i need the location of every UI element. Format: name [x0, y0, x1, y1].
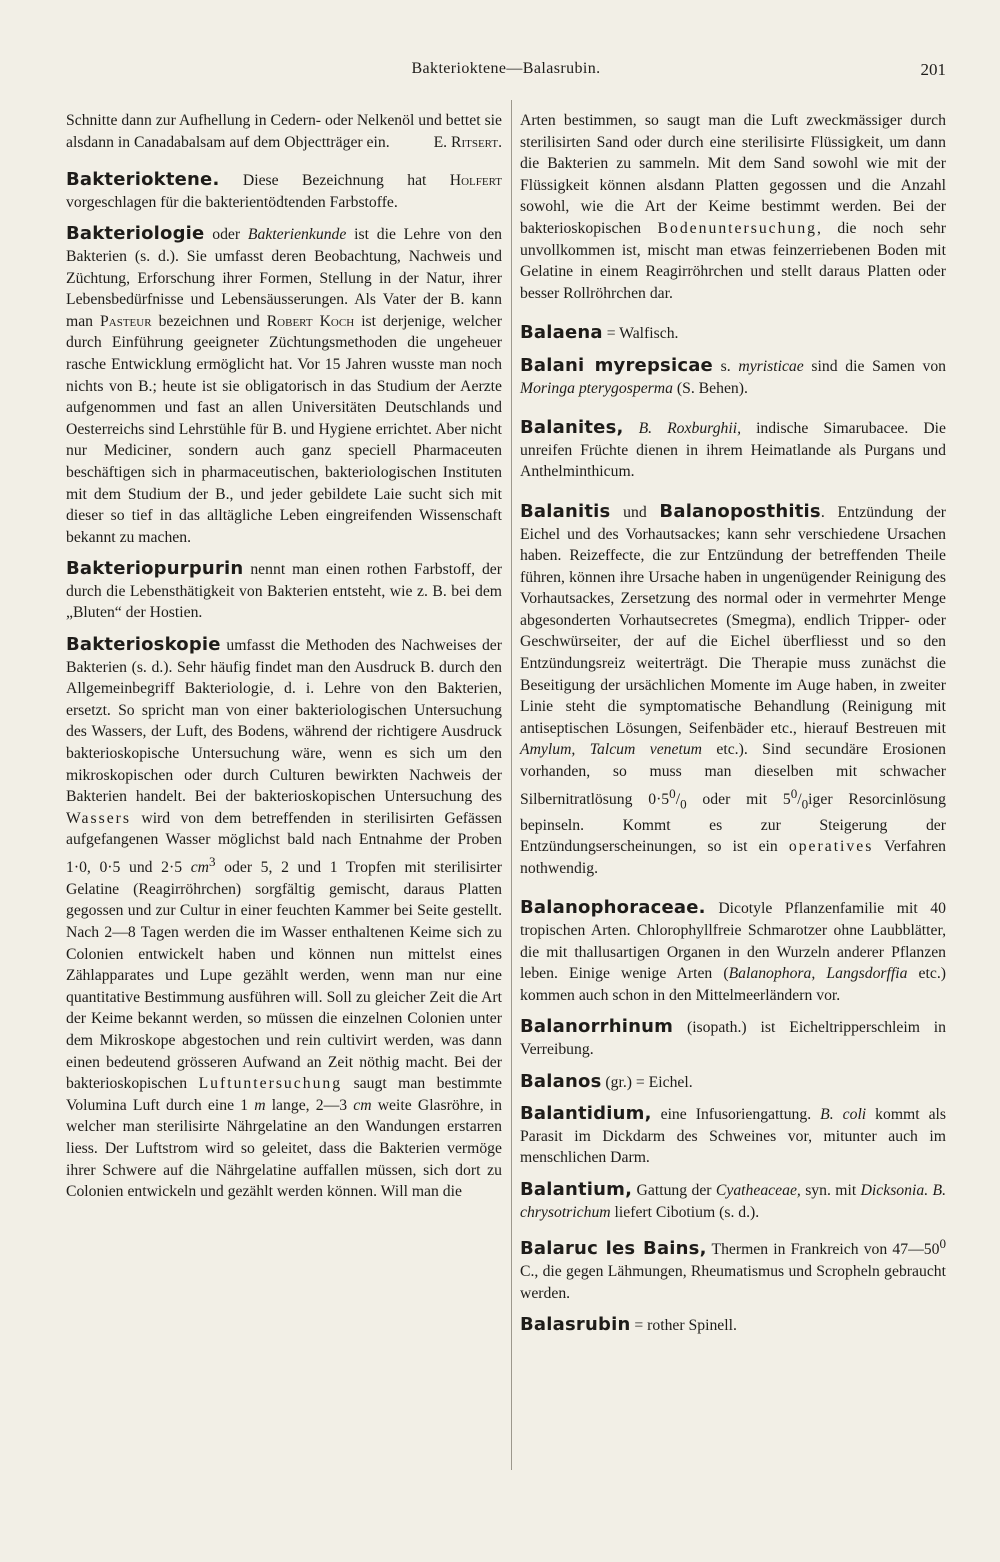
entry-text: syn. mit [800, 1181, 861, 1199]
entry-text: lange, 2—3 [265, 1096, 354, 1114]
entry-text: oder mit 5 [686, 790, 791, 808]
entry-headword: Balantium, [520, 1178, 633, 1200]
entry-text: liefert Cibotium (s. d.). [610, 1203, 760, 1221]
entry-text: oder 5, 2 und 1 Tropfen mit sterilisirter Gelatine (Reagirröhrchen) sorgfältig gemischt, daraus Platten gegossen und zur Cultur in einer feuchten Kammer bei Seite gestellt. Nach 2—8 Tagen werden die im Wasser enthaltenen Keime sich zu Colonien entwickelt haben und können nun mittelst eines Zählapparates und Lupe gezählt werden, wenn man nur eine quantitative Bestimmung ausführen will. Soll zu gleicher Zeit die Art der Keime bekannt werden, so müssen die einzelnen Colonien unter dem Mikroskope abgestochen und rein cultivirt werden, was dann einen bedeutend grösseren Aufwand an Zeit nöthig macht. Bei der bakterioskopischen [66, 859, 502, 1093]
entry-text: Thermen in Frankreich von 47—50 [706, 1241, 940, 1259]
entry-headword: Balanitis [520, 500, 611, 522]
running-title: Bakterioktene—Balasrubin. [411, 60, 601, 77]
entry-subscript: 0 [801, 796, 809, 811]
entry-headword: Balaruc les Bains, [520, 1238, 707, 1260]
page-header [66, 60, 946, 86]
entry-text: umfasst die Methoden des Nachweises der Bakterien (s. d.). Sehr häufig findet man den Ausdruck B. durch den Allgemeinbegriff Bakteriologie, d. i. Lehre von den Bakterien, ersetzt. So spricht man von einer bakteriologischen Untersuchung des Wassers, der Luft, des Bodens, während der richtigere Ausdruck bakterioskopische Untersuchung wäre, wenn es sich um den mikroskopischen oder durch Culturen bewirkten Nachweis der Bakterien handelt. Bei der bakterioskopischen Untersuchung des [66, 637, 502, 806]
entry-bakterioskopie [66, 634, 502, 1203]
entry-continuation [520, 110, 946, 304]
entry-headword: Bakteriopurpurin [66, 558, 244, 580]
entry-balanites [520, 417, 946, 483]
entry-spaced: Bodenuntersuchung [657, 219, 818, 237]
entry-text: und [610, 503, 660, 521]
entry-person: Pasteur [100, 312, 152, 330]
entry-author: E. Ritsert. [433, 133, 502, 151]
entry-text: , die noch sehr unvollkommen ist, mischt man etwas feinzerriebenen Boden mit Gelatine in einem Reagirröhrchen und stellt daraus Platten oder besser Rollröhrchen dar. [520, 219, 946, 302]
right-column [520, 110, 946, 1343]
entry-text: (isopath.) ist Eicheltripperschleim in Verreibung. [520, 1019, 946, 1058]
entry-text: . Entzündung der Eichel und des Vorhautsackes; kann sehr verschiedene Ursachen haben. Reizeffecte, die zur Entzündung der betreffenden Theile führen, können ihre Ursache haben in ungenügender Reinigung des Vorhautsackes, Zersetzung des normal oder in vermehrter Menge abgesonderten Vorhautsecretes (Smegma), endlich Tripper- oder Geschwürseiter, der auf die Eichel überfliesst und so den Entzündungsreiz weiterträgt. Die Therapie muss zunächst die Beseitigung der ursächlichen Momente im Auge haben, in zweiter Linie steht die symptomatische Behandlung (Reinigung mit antiseptischen Lösungen, Seifenbäder etc., hierauf Bestreuen mit [520, 503, 947, 737]
entry-text: Verfahren nothwendig. [520, 838, 947, 877]
entry-headword: Balanorrhinum [520, 1016, 674, 1038]
entry-person: Robert Koch [266, 312, 355, 330]
entry-subscript: 0 [680, 796, 687, 811]
entry-headword: Bakteriologie [66, 223, 205, 245]
entry-text: / [675, 790, 681, 808]
entry-spaced: operatives [788, 838, 874, 856]
entry-text: wird von dem betreffenden in sterilisirten Gefässen aufgefangenen Wasser möglichst bald nach Entnahme der Proben 1·0, 0·5 und 2·5 [66, 809, 502, 877]
entry-superscript: 0 [939, 1236, 946, 1252]
entry-text: Diese Bezeichnung hat [219, 172, 450, 190]
entry-balasrubin [520, 1314, 946, 1337]
left-column [66, 110, 502, 1209]
entry-italic: B. coli [820, 1106, 867, 1124]
entry-balanophoraceae [520, 897, 946, 1006]
entry-text: bezeichnen und [151, 312, 267, 330]
entry-balaruc-les-bains [520, 1233, 946, 1304]
entry-text: / [797, 790, 802, 808]
entry-headword: Balanoposthitis [659, 500, 821, 522]
entry-text: ist die Lehre von den Bakterien (s. d.). Sie umfasst deren Beobachtung, Nachweis und Züchtung, Erforschung ihrer Formen, Stellung in der Natur, ihrer Lebensbedürfnisse und Lebensäusserungen. Als Vater der B. kann man [66, 226, 502, 330]
entry-text: (S. Behen). [672, 379, 748, 397]
entry-italic: cm [190, 859, 209, 877]
entry-text: vorgeschlagen für die bakterientödtenden Farbstoffe. [66, 193, 398, 211]
entry-italic: B. Roxburghii, [638, 420, 742, 438]
entry-italic: myristicae [738, 357, 804, 375]
entry-text: weite Glasröhre, in welcher man sterilisirte Nährgelatine an den Wandungen erstarren liess. Der Luftstrom wird so geleitet, dass die Bakterien vermöge ihrer Schwere auf die Nährgelatine auffallen müssen, sich dort zu Colonien entwickeln und gezählt werden können. Will man die [66, 1096, 502, 1201]
entry-text: C., die gegen Lähmungen, Rheumatismus und Scropheln gebraucht werden. [520, 1262, 946, 1302]
entry-text: etc.) kommen auch schon in den Mittelmeerländern vor. [520, 965, 946, 1004]
entry-text: nennt man einen rothen Farbstoff, der durch die Lebensthätigkeit von Bakterien entsteht, wie z. B. bei dem „Bluten“ der Hostien. [66, 561, 502, 622]
column-divider [511, 100, 512, 1470]
entry-text: iger Resorcinlösung bepinseln. Kommt es zur Steigerung der Entzündungserscheinungen, so ist ein [520, 790, 946, 856]
entry-headword: Balantidium, [520, 1103, 652, 1125]
entry-text: s. [712, 357, 739, 375]
entry-text: = rother Spinell. [630, 1317, 737, 1335]
entry-text: etc.). Sind secundäre Erosionen vorhanden, so muss man dieselben mit schwacher Silbernitratlösung 0·5 [520, 741, 946, 808]
entry-italic: Balanophora, Langsdorffia [728, 965, 908, 983]
entry-text: Arten bestimmen, so saugt man die Luft zweckmässiger durch sterilisirten Sand oder durch eine sterilisirte Flüssigkeit, um dann die Bakterien zu sammeln. Mit dem Sand sowohl wie mit der Flüssigkeit können alsdann Platten gegossen und die Anzahl sowohl, wie die Art der Keime bestimmt werden. Bei der bakterioskopischen [520, 112, 946, 237]
entry-balantium [520, 1179, 946, 1223]
entry-text: eine Infusoriengattung. [651, 1106, 821, 1124]
entry-balantidium [520, 1103, 946, 1169]
entry-headword: Balasrubin [520, 1314, 631, 1336]
entry-balani-myrepsicae [520, 355, 946, 399]
entry-text: Dicotyle Pflanzenfamilie mit 40 tropischen Arten. Chlorophyllfreie Schmarotzer ohne Laubblätter, die mit thallusartigen Organen in den Wurzeln anderer Pflanzen leben. Einige wenige Arten ( [520, 900, 946, 983]
entry-italic: Cyatheaceae, [715, 1181, 801, 1199]
entry-spaced: Luftuntersuchung [198, 1075, 343, 1093]
entry-continuation [66, 110, 502, 153]
entry-author-ref: Holfert [449, 172, 502, 190]
entry-balanorrhinum [520, 1016, 946, 1060]
entry-text: oder [204, 226, 248, 244]
entry-text: (gr.) = Eichel. [601, 1073, 693, 1091]
entry-italic: m [254, 1096, 266, 1114]
entry-headword: Bakterioskopie [66, 634, 221, 656]
entry-balanitis [520, 501, 946, 879]
entry-bakteriologie [66, 223, 502, 548]
entry-spaced: Wassers [66, 809, 132, 827]
entry-text: = Walfisch. [602, 325, 679, 343]
entry-superscript: 3 [209, 854, 216, 869]
entry-italic: Dicksonia. B. chrysotrichum [520, 1181, 947, 1221]
entry-text: sind die Samen von [803, 357, 947, 375]
entry-balanos [520, 1071, 946, 1094]
page-number: 201 [920, 60, 946, 79]
entry-text: Gattung der [632, 1181, 716, 1199]
entry-headword: Balanophoraceae. [520, 897, 706, 919]
entry-text: ist derjenige, welcher durch Einführung geeigneter Züchtungsmethoden die ungeheuer rasche Entwicklung ermöglicht hat. Vor 15 Jahren wusste man noch nichts von B.; heute ist sie obligatorisch in das Studium der Aerzte aufgenommen und fast an allen Universitäten Deutschlands und Oesterreichs sind Lehrstühle für B. und Hygiene errichtet. Aber nicht nur Mediciner, sondern auch ganz speciell Pharmaceuten beschäftigen sich in pharmaceutischen, bakteriologischen Instituten mit dem Studium der B., und jeder gebildete Laie sucht sich mit dieser so tief in das alltägliche Leben eingreifenden Wissenschaft bekannt zu machen. [66, 312, 502, 546]
entry-text: kommt als Parasit im Dickdarm des Schweines vor, mitunter auch im menschlichen Darm. [520, 1106, 946, 1167]
entry-italic: Bakterienkunde [247, 226, 347, 244]
entry-italic: Moringa pterygosperma [520, 379, 673, 397]
entry-italic: cm [353, 1096, 372, 1114]
entry-headword: Balanos [520, 1070, 602, 1092]
entry-italic: Amylum, Talcum venetum [520, 741, 702, 759]
entry-superscript: 0 [790, 785, 798, 801]
entry-headword: Balaena [520, 322, 603, 344]
entry-headword: Balani myrepsicae [520, 354, 713, 376]
entry-superscript: 0 [669, 785, 676, 801]
entry-headword: Bakterioktene. [66, 169, 220, 191]
entry-text: indische Simarubacee. Die unreifen Früchte dienen in ihrem Heimatlande als Purgans und Anthelminthicum. [520, 420, 946, 481]
entry-bakteriopurpurin [66, 558, 502, 624]
entry-headword: Balanites, [520, 417, 624, 439]
entry-text [624, 420, 639, 437]
entry-balaena [520, 322, 946, 345]
entry-bakterioktene [66, 169, 502, 213]
entry-text: Schnitte dann zur Aufhellung in Cedern- oder Nelkenöl und bettet sie alsdann in Canadabalsam auf dem Objectträger ein. [66, 112, 502, 151]
entry-text: saugt man bestimmte Volumina Luft durch eine 1 [66, 1075, 502, 1114]
